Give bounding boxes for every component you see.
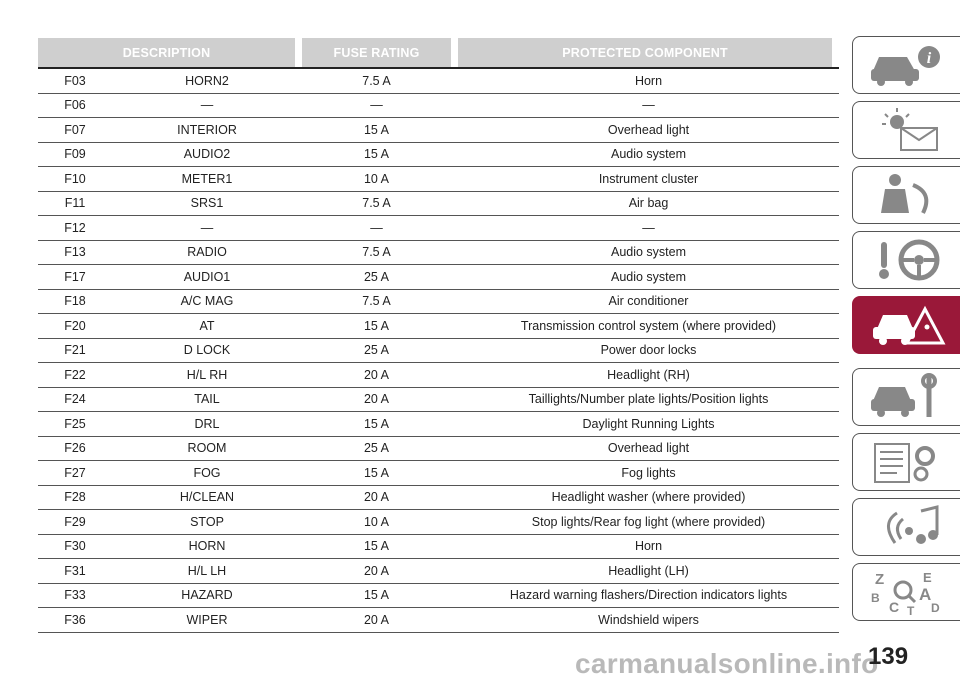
fuse-description: INTERIOR [177, 122, 237, 137]
table-row [38, 559, 839, 584]
table-row [38, 486, 839, 511]
fuse-rating: 25 A [363, 441, 390, 456]
fuse-rating: 15 A [363, 588, 390, 603]
fuse-code: F36 [64, 612, 86, 627]
fuse-code: F06 [64, 98, 86, 113]
table-row [38, 118, 839, 143]
tab-multimedia[interactable] [852, 498, 960, 556]
technical-data-icon [867, 438, 947, 486]
fuse-code: F07 [64, 122, 86, 137]
table-row [38, 241, 839, 266]
fuse-description: HORN [188, 539, 226, 554]
protected-component: Instrument cluster [598, 171, 699, 186]
fuse-description: HAZARD [181, 588, 233, 603]
fuse-description: A/C MAG [180, 294, 234, 309]
table-row [38, 461, 839, 486]
fuse-code: F22 [64, 367, 86, 382]
protected-component: Fog lights [621, 465, 676, 480]
protected-component: Windshield wipers [598, 612, 699, 627]
fuse-rating: 7.5 A [362, 196, 391, 211]
index-letter-t: T [906, 604, 914, 616]
protected-component: — [642, 220, 655, 235]
fuse-rating: 15 A [363, 147, 390, 162]
table-row [38, 437, 839, 462]
fuse-description: AUDIO1 [183, 269, 231, 284]
multimedia-icon [867, 503, 947, 551]
table-row [38, 265, 839, 290]
index-letter-a: A [918, 585, 931, 604]
fuse-code: F11 [64, 196, 86, 211]
car-info-icon [867, 41, 947, 89]
fuse-code: F24 [64, 392, 86, 407]
fuse-description: SRS1 [190, 196, 224, 211]
warning-lights-icon [867, 106, 947, 154]
fuse-code: F12 [64, 220, 86, 235]
table-header [38, 38, 839, 67]
fuse-rating: 7.5 A [362, 73, 391, 88]
index-letter-e: E [922, 570, 932, 585]
protected-component: — [642, 98, 655, 113]
table-row [38, 339, 839, 364]
tab-car-info[interactable] [852, 36, 960, 94]
protected-component: Audio system [610, 269, 687, 284]
emergency-icon [867, 301, 947, 349]
fuse-rating: 25 A [363, 343, 390, 358]
protected-component: Air bag [628, 196, 669, 211]
table-row [38, 143, 839, 168]
fuse-description: STOP [190, 514, 224, 529]
protected-component: Headlight washer (where provided) [551, 490, 746, 505]
fuse-table [38, 38, 839, 633]
table-row [38, 167, 839, 192]
fuse-rating: 25 A [363, 269, 390, 284]
fuse-description: DRL [194, 416, 220, 431]
fuse-code: F30 [64, 539, 86, 554]
protected-component: Transmission control system (where provided) [520, 318, 777, 333]
header-description: DESCRIPTION [38, 38, 295, 67]
table-row [38, 510, 839, 535]
fuse-rating: 20 A [363, 612, 390, 627]
index-letter-z: Z [874, 571, 884, 588]
protected-component: Horn [634, 539, 663, 554]
table-row [38, 314, 839, 339]
table-row [38, 290, 839, 315]
fuse-rating: 20 A [363, 563, 390, 578]
fuse-description: H/L RH [186, 367, 228, 382]
fuse-code: F27 [64, 465, 86, 480]
tab-index[interactable] [852, 563, 960, 621]
fuse-code: F10 [64, 171, 86, 186]
table-row [38, 608, 839, 633]
fuse-code: F09 [64, 147, 86, 162]
fuse-code: F13 [64, 245, 86, 260]
tab-seat-safety[interactable] [852, 166, 960, 224]
car-maintenance-icon [867, 373, 947, 421]
fuse-rating: — [370, 98, 383, 113]
fuse-description: H/CLEAN [179, 490, 235, 505]
page-number: 139 [868, 643, 909, 670]
fuse-description: AUDIO2 [183, 147, 231, 162]
protected-component: Stop lights/Rear fog light (where provided) [531, 514, 766, 529]
fuse-rating: 7.5 A [362, 245, 391, 260]
fuse-description: METER1 [181, 171, 233, 186]
fuse-rating: — [370, 220, 383, 235]
fuse-rating: 10 A [363, 514, 390, 529]
table-row [38, 192, 839, 217]
fuse-code: F29 [64, 514, 86, 529]
protected-component: Daylight Running Lights [582, 416, 715, 431]
fuse-code: F26 [64, 441, 86, 456]
tab-technical-data[interactable] [852, 433, 960, 491]
protected-component: Horn [634, 73, 663, 88]
fuse-description: FOG [193, 465, 221, 480]
fuse-description: ROOM [187, 441, 227, 456]
table-row [38, 584, 839, 609]
protected-component: Headlight (LH) [608, 563, 689, 578]
tab-car-maintenance[interactable] [852, 368, 960, 426]
fuse-rating: 20 A [363, 490, 390, 505]
table-row [38, 94, 839, 119]
watermark: carmanualsonline.info [575, 648, 879, 679]
steering-wheel-icon [867, 236, 947, 284]
fuse-description: D LOCK [183, 343, 231, 358]
svg-text:i: i [926, 50, 931, 67]
seat-safety-icon [867, 171, 947, 219]
fuse-code: F28 [64, 490, 86, 505]
fuse-rating: 20 A [363, 367, 390, 382]
table-row [38, 412, 839, 437]
table-row [38, 69, 839, 94]
fuse-description: H/L LH [187, 563, 227, 578]
fuse-code: F33 [64, 588, 86, 603]
protected-component: Taillights/Number plate lights/Position lights [528, 392, 769, 407]
protected-component: Headlight (RH) [607, 367, 690, 382]
table-row [38, 535, 839, 560]
fuse-description: — [200, 98, 214, 113]
protected-component: Audio system [610, 245, 687, 260]
protected-component: Power door locks [600, 343, 697, 358]
fuse-rating: 10 A [363, 171, 390, 186]
fuse-code: F03 [64, 73, 86, 88]
fuse-code: F20 [64, 318, 86, 333]
index-icon [867, 568, 947, 616]
fuse-code: F31 [64, 563, 86, 578]
fuse-rating: 15 A [363, 122, 390, 137]
protected-component: Overhead light [607, 441, 690, 456]
protected-component: Hazard warning flashers/Direction indicators lights [509, 588, 788, 603]
fuse-description: WIPER [186, 612, 228, 627]
tab-emergency[interactable] [852, 296, 960, 354]
protected-component: Overhead light [607, 122, 690, 137]
header-protected-component: PROTECTED COMPONENT [458, 38, 832, 67]
fuse-description: HORN2 [185, 73, 229, 88]
fuse-rating: 7.5 A [362, 294, 391, 309]
table-row [38, 216, 839, 241]
fuse-code: F25 [64, 416, 86, 431]
fuse-rating: 20 A [363, 392, 390, 407]
fuse-description: RADIO [187, 245, 227, 260]
header-fuse-rating: FUSE RATING [302, 38, 451, 67]
protected-component: Air conditioner [608, 294, 689, 309]
table-row [38, 363, 839, 388]
fuse-code: F21 [64, 343, 86, 358]
fuse-rating: 15 A [363, 465, 390, 480]
tab-warning-lights[interactable] [852, 101, 960, 159]
fuse-rating: 15 A [363, 416, 390, 431]
fuse-description: TAIL [194, 392, 220, 407]
fuse-code: F18 [64, 294, 86, 309]
table-row [38, 388, 839, 413]
fuse-description: AT [199, 318, 215, 333]
fuse-rating: 15 A [363, 318, 390, 333]
index-letter-b: B [870, 591, 880, 605]
fuse-code: F17 [64, 269, 86, 284]
table-body [38, 69, 839, 633]
fuse-rating: 15 A [363, 539, 390, 554]
protected-component: Audio system [610, 147, 687, 162]
fuse-description: — [200, 220, 214, 235]
index-letter-d: D [930, 601, 940, 615]
tab-steering-wheel[interactable] [852, 231, 960, 289]
index-letter-c: C [888, 599, 899, 615]
